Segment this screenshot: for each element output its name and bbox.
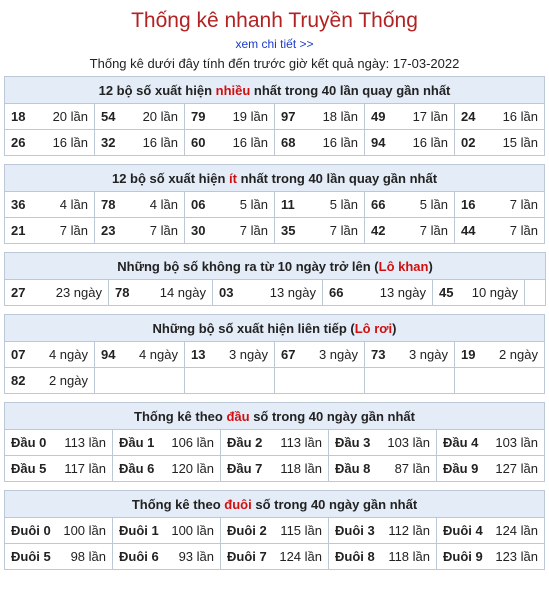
occurrence-count: 103 lần [387, 435, 430, 450]
lottery-number: 82 [11, 373, 26, 388]
empty-cell [455, 368, 545, 394]
empty-cell [275, 368, 365, 394]
tail-digit-header: Thống kê theo đuôi số trong 40 ngày gần nhất [5, 491, 545, 518]
lottery-number: 07 [11, 347, 26, 362]
lottery-number: 73 [371, 347, 386, 362]
occurrence-count: 118 lần [280, 461, 322, 476]
occurrence-count: 4 lần [59, 197, 88, 212]
occurrence-count: 16 lần [322, 135, 358, 150]
page-subtitle: Thống kê dưới đây tính đến trước giờ kết quả ngày: 17-03-2022 [89, 56, 460, 71]
stat-cell [275, 218, 365, 244]
lottery-number: 24 [461, 109, 476, 124]
lottery-number: 94 [101, 347, 116, 362]
occurrence-count: 2 ngày [498, 347, 538, 362]
empty-cell [525, 280, 546, 306]
lottery-number: 78 [115, 285, 130, 300]
stat-cell [113, 518, 221, 544]
table-row [5, 218, 545, 244]
lottery-number: 94 [371, 135, 386, 150]
absent-numbers-header: Những bộ số không ra từ 10 ngày trở lên (Lô khan) [5, 253, 546, 280]
occurrence-count: 7 lần [419, 223, 448, 238]
digit-label: Đầu 4 [443, 435, 479, 450]
digit-label: Đuôi 6 [119, 549, 159, 564]
occurrence-count: 15 lần [502, 135, 538, 150]
stat-cell [221, 544, 329, 570]
table-row [5, 280, 546, 306]
stat-cell [221, 430, 329, 456]
occurrence-count: 16 lần [412, 135, 448, 150]
digit-label: Đầu 3 [335, 435, 371, 450]
lottery-number: 36 [11, 197, 26, 212]
page-title: Thống kê nhanh Truyền Thống [131, 9, 418, 32]
occurrence-count: 7 lần [239, 223, 268, 238]
occurrence-count: 3 ngày [408, 347, 448, 362]
lottery-number: 16 [461, 197, 476, 212]
lottery-number: 26 [11, 135, 26, 150]
stat-cell [455, 192, 545, 218]
stat-cell [95, 218, 185, 244]
digit-label: Đuôi 5 [11, 549, 51, 564]
stat-cell [5, 544, 113, 570]
details-link[interactable]: xem chi tiết >> [235, 37, 314, 51]
stat-cell [5, 342, 95, 368]
stat-cell [5, 280, 109, 306]
occurrence-count: 16 lần [502, 109, 538, 124]
occurrence-count: 19 lần [232, 109, 268, 124]
absent-numbers-table [4, 252, 546, 306]
stat-cell [437, 544, 545, 570]
stat-cell [5, 518, 113, 544]
lottery-number: 60 [191, 135, 206, 150]
stat-cell [113, 456, 221, 482]
occurrence-count: 10 ngày [471, 285, 518, 300]
table-row [5, 104, 545, 130]
stat-cell [455, 130, 545, 156]
occurrence-count: 13 ngày [269, 285, 316, 300]
digit-label: Đầu 8 [335, 461, 371, 476]
occurrence-count: 93 lần [178, 549, 214, 564]
stat-cell [5, 218, 95, 244]
lottery-number: 66 [329, 285, 344, 300]
occurrence-count: 5 lần [239, 197, 268, 212]
lottery-number: 68 [281, 135, 296, 150]
lottery-number: 49 [371, 109, 386, 124]
occurrence-count: 115 lần [280, 523, 322, 538]
stat-cell [5, 104, 95, 130]
stat-cell [95, 342, 185, 368]
stat-cell [455, 218, 545, 244]
table-row [5, 518, 545, 544]
stat-cell [329, 456, 437, 482]
lottery-number: 06 [191, 197, 206, 212]
lottery-number: 21 [11, 223, 26, 238]
occurrence-count: 118 lần [388, 549, 430, 564]
stat-cell [275, 104, 365, 130]
stat-cell [329, 518, 437, 544]
stat-cell [455, 104, 545, 130]
lottery-number: 35 [281, 223, 296, 238]
stat-cell [5, 456, 113, 482]
digit-label: Đuôi 2 [227, 523, 267, 538]
occurrence-count: 103 lần [495, 435, 538, 450]
head-digit-header: Thống kê theo đầu số trong 40 ngày gần nhất [5, 403, 545, 430]
stat-cell [437, 430, 545, 456]
occurrence-count: 2 ngày [48, 373, 88, 388]
occurrence-count: 113 lần [64, 435, 106, 450]
occurrence-count: 4 lần [149, 197, 178, 212]
lottery-number: 23 [101, 223, 116, 238]
occurrence-count: 4 ngày [138, 347, 178, 362]
lottery-number: 79 [191, 109, 206, 124]
stat-cell [365, 218, 455, 244]
digit-label: Đuôi 9 [443, 549, 483, 564]
stat-cell [109, 280, 213, 306]
lottery-number: 66 [371, 197, 386, 212]
digit-label: Đuôi 0 [11, 523, 51, 538]
occurrence-count: 20 lần [52, 109, 88, 124]
stat-cell [437, 456, 545, 482]
digit-label: Đuôi 8 [335, 549, 375, 564]
least-frequent-header: 12 bộ số xuất hiện ít nhất trong 40 lần quay gần nhất [5, 165, 545, 192]
table-row [5, 544, 545, 570]
occurrence-count: 113 lần [280, 435, 322, 450]
consecutive-numbers-table [4, 314, 545, 394]
table-row [5, 456, 545, 482]
digit-label: Đầu 9 [443, 461, 479, 476]
table-row [5, 192, 545, 218]
digit-label: Đầu 7 [227, 461, 263, 476]
stat-cell [437, 518, 545, 544]
lottery-number: 45 [439, 285, 454, 300]
digit-label: Đuôi 3 [335, 523, 375, 538]
head-digit-table [4, 402, 545, 482]
occurrence-count: 7 lần [509, 197, 538, 212]
digit-label: Đầu 6 [119, 461, 155, 476]
most-frequent-table [4, 76, 545, 156]
occurrence-count: 18 lần [322, 109, 358, 124]
occurrence-count: 20 lần [142, 109, 178, 124]
lottery-number: 27 [11, 285, 26, 300]
stat-cell [113, 430, 221, 456]
empty-cell [95, 368, 185, 394]
table-row [5, 430, 545, 456]
occurrence-count: 5 lần [329, 197, 358, 212]
lottery-number: 19 [461, 347, 476, 362]
occurrence-count: 100 lần [63, 523, 106, 538]
stat-cell [329, 430, 437, 456]
stat-cell [185, 130, 275, 156]
table-row [5, 368, 545, 394]
stat-cell [455, 342, 545, 368]
occurrence-count: 13 ngày [379, 285, 426, 300]
stat-cell [275, 130, 365, 156]
stat-cell [95, 104, 185, 130]
lottery-number: 67 [281, 347, 296, 362]
stat-cell [213, 280, 323, 306]
stat-cell [323, 280, 433, 306]
digit-label: Đuôi 7 [227, 549, 267, 564]
occurrence-count: 4 ngày [48, 347, 88, 362]
occurrence-count: 112 lần [388, 523, 430, 538]
stat-cell [113, 544, 221, 570]
stat-cell [275, 192, 365, 218]
occurrence-count: 16 lần [232, 135, 268, 150]
stat-cell [221, 518, 329, 544]
digit-label: Đuôi 1 [119, 523, 159, 538]
lottery-number: 02 [461, 135, 476, 150]
details-link-wrap [4, 36, 545, 54]
occurrence-count: 3 ngày [318, 347, 358, 362]
stat-cell [221, 456, 329, 482]
occurrence-count: 106 lần [171, 435, 214, 450]
tail-digit-table [4, 490, 545, 570]
empty-cell [185, 368, 275, 394]
stat-cell [5, 130, 95, 156]
stat-cell [185, 218, 275, 244]
digit-label: Đầu 5 [11, 461, 47, 476]
stat-cell [185, 342, 275, 368]
least-frequent-table [4, 164, 545, 244]
empty-cell [365, 368, 455, 394]
lottery-number: 42 [371, 223, 386, 238]
occurrence-count: 124 lần [279, 549, 322, 564]
occurrence-count: 17 lần [412, 109, 448, 124]
stat-cell [365, 104, 455, 130]
stat-cell [275, 342, 365, 368]
lottery-number: 78 [101, 197, 116, 212]
occurrence-count: 7 lần [509, 223, 538, 238]
occurrence-count: 127 lần [495, 461, 538, 476]
occurrence-count: 117 lần [64, 461, 106, 476]
occurrence-count: 7 lần [149, 223, 178, 238]
occurrence-count: 120 lần [171, 461, 214, 476]
occurrence-count: 5 lần [419, 197, 448, 212]
stat-cell [365, 130, 455, 156]
occurrence-count: 123 lần [495, 549, 538, 564]
digit-label: Đầu 0 [11, 435, 47, 450]
occurrence-count: 124 lần [495, 523, 538, 538]
lottery-number: 54 [101, 109, 116, 124]
occurrence-count: 87 lần [394, 461, 430, 476]
occurrence-count: 98 lần [70, 549, 106, 564]
stat-cell [95, 192, 185, 218]
occurrence-count: 16 lần [142, 135, 178, 150]
consecutive-numbers-header: Những bộ số xuất hiện liên tiếp (Lô rơi) [5, 315, 545, 342]
table-row [5, 130, 545, 156]
occurrence-count: 3 ngày [228, 347, 268, 362]
most-frequent-header: 12 bộ số xuất hiện nhiều nhất trong 40 lần quay gần nhất [5, 77, 545, 104]
stat-cell [5, 430, 113, 456]
occurrence-count: 100 lần [171, 523, 214, 538]
lottery-number: 03 [219, 285, 234, 300]
digit-label: Đầu 1 [119, 435, 155, 450]
lottery-number: 30 [191, 223, 206, 238]
stat-cell [365, 342, 455, 368]
occurrence-count: 7 lần [329, 223, 358, 238]
stat-cell [185, 104, 275, 130]
occurrence-count: 16 lần [52, 135, 88, 150]
stat-cell [365, 192, 455, 218]
stat-cell [5, 192, 95, 218]
lottery-number: 44 [461, 223, 476, 238]
table-row [5, 342, 545, 368]
lottery-number: 13 [191, 347, 206, 362]
occurrence-count: 23 ngày [55, 285, 102, 300]
lottery-number: 18 [11, 109, 26, 124]
occurrence-count: 7 lần [59, 223, 88, 238]
stat-cell [329, 544, 437, 570]
digit-label: Đuôi 4 [443, 523, 483, 538]
stat-cell [95, 130, 185, 156]
lottery-number: 11 [281, 197, 295, 212]
stat-cell [5, 368, 95, 394]
stat-cell [185, 192, 275, 218]
lottery-number: 97 [281, 109, 296, 124]
digit-label: Đầu 2 [227, 435, 263, 450]
stat-cell [433, 280, 525, 306]
lottery-number: 32 [101, 135, 116, 150]
occurrence-count: 14 ngày [159, 285, 206, 300]
